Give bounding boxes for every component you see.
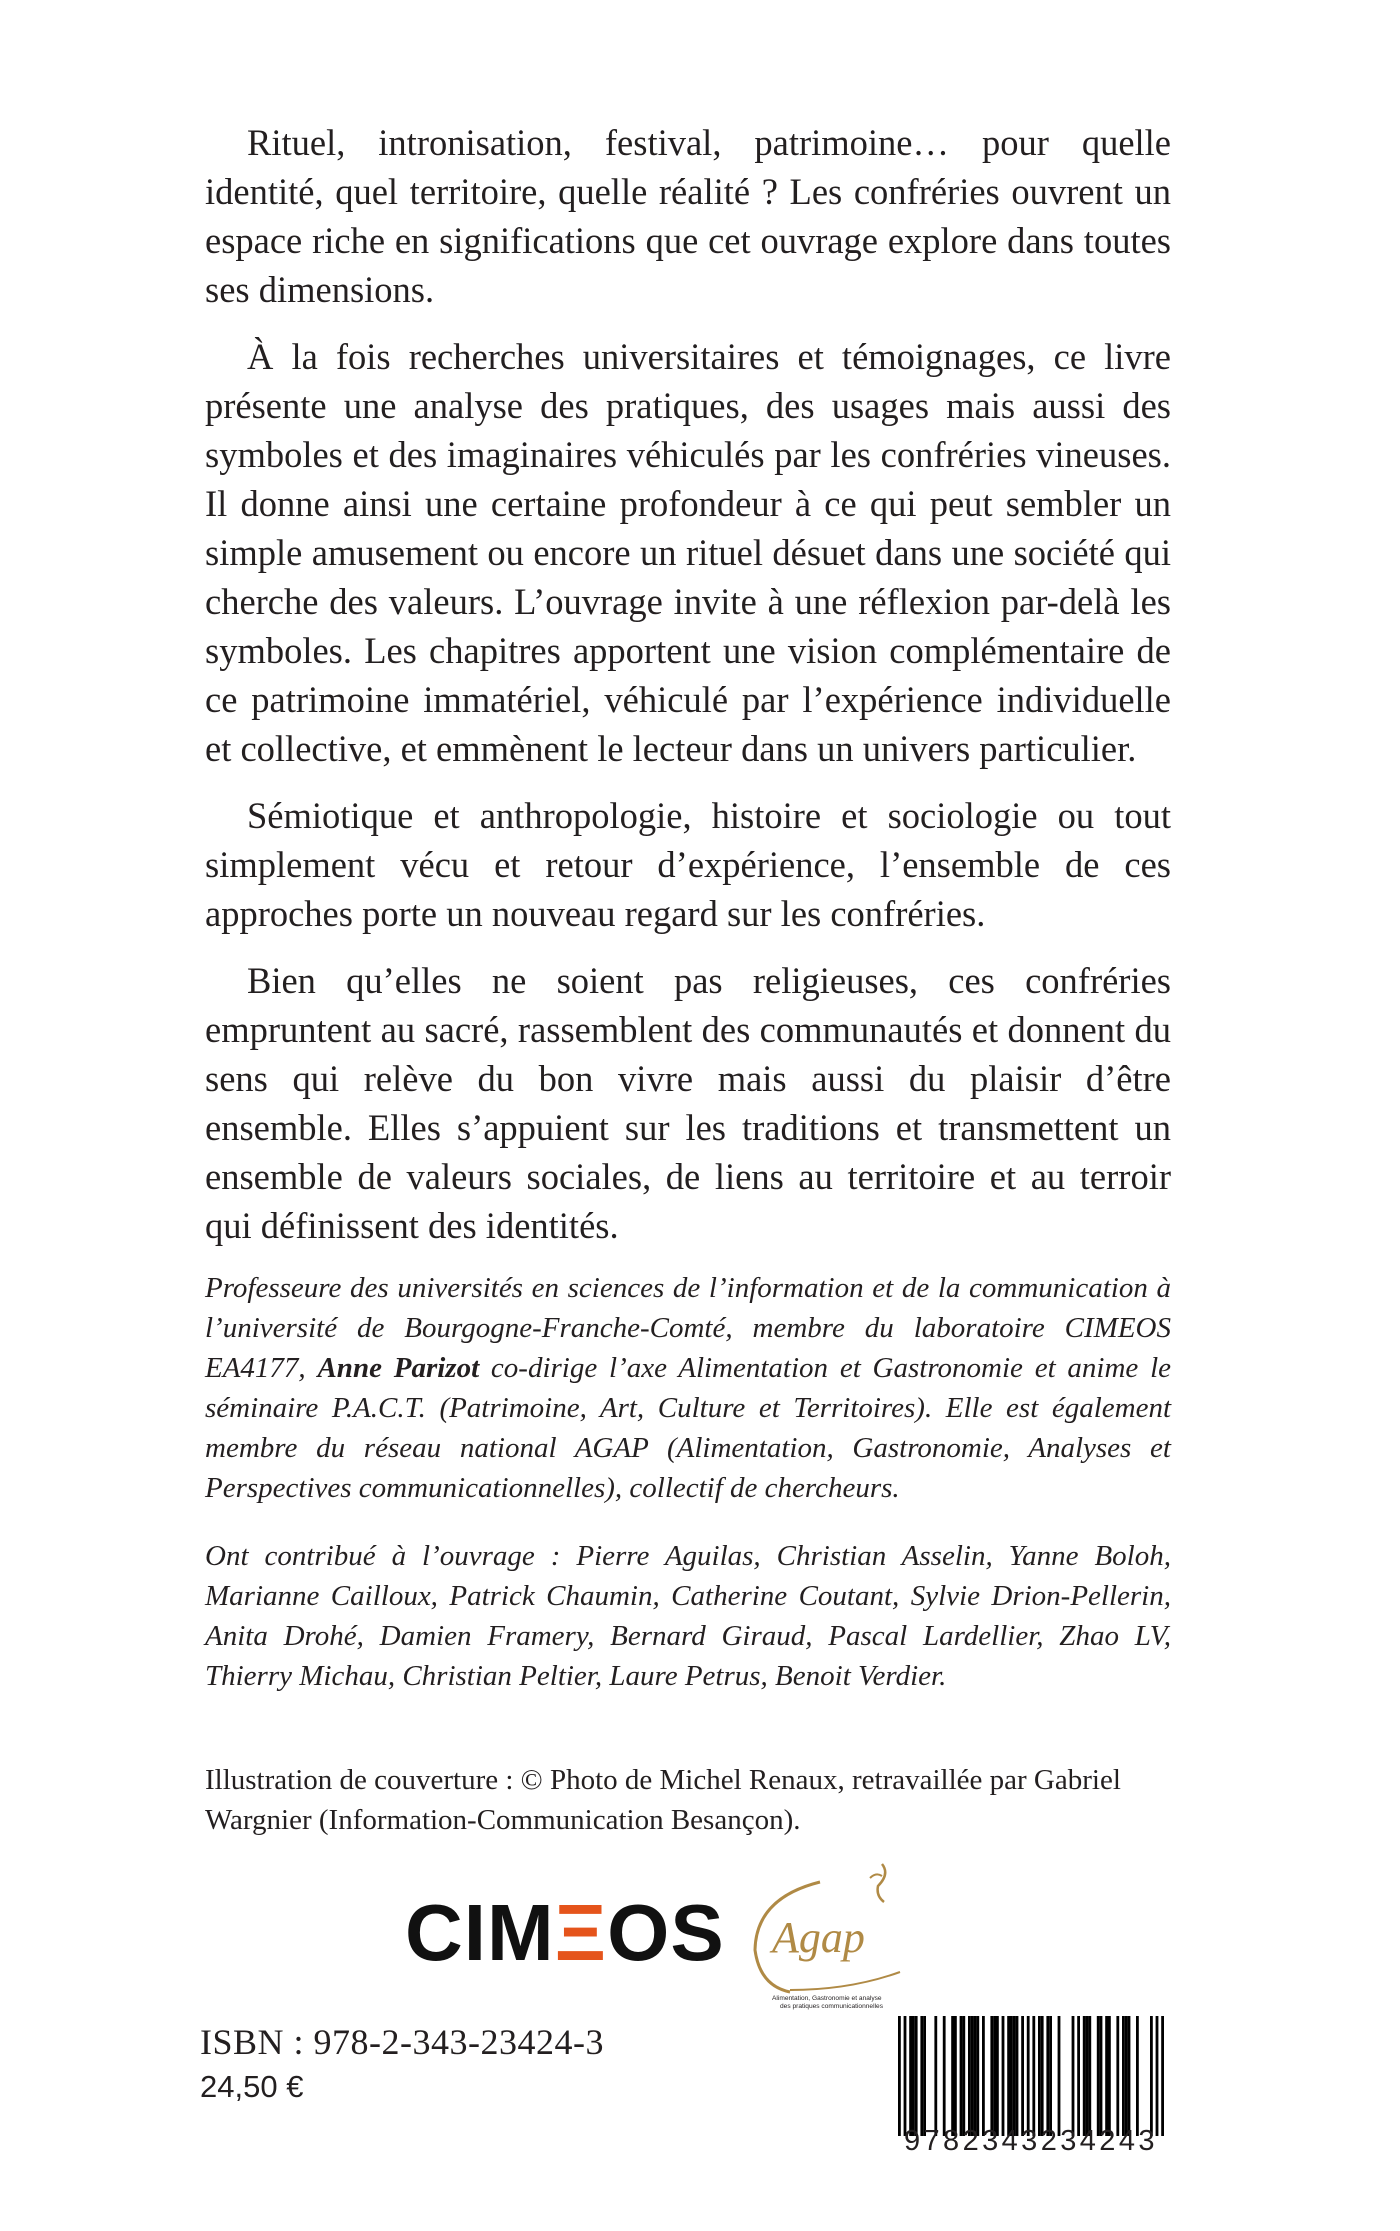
barcode-bar (974, 2016, 977, 2136)
barcode-bar (1150, 2016, 1153, 2136)
barcode-bar (1049, 2016, 1052, 2136)
barcode-bar (960, 2016, 963, 2136)
barcode-bar (1077, 2016, 1080, 2136)
blurb (205, 118, 1171, 1268)
barcode-bar (1116, 2016, 1119, 2136)
agap-logo-tagline: des pratiques communicationnelles (780, 2003, 883, 2010)
barcode-bar (1046, 2016, 1049, 2136)
barcode-bar (954, 2016, 957, 2136)
barcode-bar (1100, 2016, 1103, 2136)
barcode-bar (1122, 2016, 1125, 2136)
barcode-bar (923, 2016, 926, 2136)
barcode-bar (1058, 2016, 1061, 2136)
barcode-bar (898, 2016, 901, 2136)
cover-credit-text: Illustration de couverture : © Photo de Michel Renaux, retravaillée par Gabriel Wargnier (Information-Communication Besançon). (205, 1764, 1121, 1836)
barcode-bar (1032, 2016, 1035, 2136)
barcode-bar (1108, 2016, 1111, 2136)
agap-logo (750, 1862, 910, 2012)
barcode-bar (1072, 2016, 1075, 2136)
cimeos-logo-e-mark: Ξ (554, 1888, 608, 1977)
blurb-paragraph: Bien qu’elles ne soient pas religieuses, ces confréries empruntent au sacré, rassemblent des communautés et donnent du sens qui relève du bon vivre mais aussi du plaisir d’être ensemble. Elles s’appuient sur les traditions et transmettent un ensemble de valeurs sociales, de liens au territoire et au terroir qui définissent des identités. (205, 960, 1171, 1246)
author-name: Anne Parizot (317, 1352, 480, 1384)
author-bio-text (205, 1268, 1171, 1508)
barcode-bar (971, 2016, 974, 2136)
contributors-text: Ont contribué à l’ouvrage : Pierre Aguilas, Christian Asselin, Yanne Boloh, Marianne Cailloux, Patrick Chaumin, Catherine Coutant, Sylvie Drion-Pellerin, Anita Drohé, Damien Framery, Bernard Giraud, Pascal Lardellier, Zhao LV, Thierry Michau, Christian Peltier, Laure Petrus, Benoit Verdier. (205, 1540, 1171, 1692)
barcode-bar (1007, 2016, 1010, 2136)
barcode-bar (1105, 2016, 1108, 2136)
barcode-bar (1136, 2016, 1139, 2136)
cimeos-logo-start: CIM (405, 1888, 555, 1977)
barcode-bar (1161, 2016, 1164, 2136)
blurb-paragraph: À la fois recherches universitaires et témoignages, ce livre présente une analyse des pratiques, des usages mais aussi des symboles et des imaginaires véhiculés par les confréries vineuses. Il donne ainsi une certaine profondeur à ce qui peut sembler un simple amusement ou encore un rituel désuet dans une société qui cherche des valeurs. L’ouvrage invite à une réflexion par-delà les symboles. Les chapitres apportent une vision complémentaire de ce patrimoine immatériel, véhiculé par l’expérience individuelle et collective, et emmènent le lecteur dans un univers particulier. (205, 336, 1171, 769)
barcode-bar (968, 2016, 971, 2136)
barcode-bar (915, 2016, 918, 2136)
price: 24,50 € (200, 2069, 304, 2104)
barcode-bar (982, 2016, 985, 2136)
barcode-bar (990, 2016, 993, 2136)
barcode-bar (1083, 2016, 1086, 2136)
barcode-bar (976, 2016, 979, 2136)
author-bio (205, 1268, 1171, 1508)
barcode (898, 2016, 1172, 2136)
cimeos-logo-end: OS (607, 1888, 725, 1977)
barcode-bar (1016, 2016, 1019, 2136)
barcode-bar (904, 2016, 907, 2136)
cover-credit (205, 1760, 1171, 1840)
barcode-bar (1027, 2016, 1030, 2136)
barcode-bar (1002, 2016, 1005, 2136)
barcode-bar (1156, 2016, 1159, 2136)
barcode-bar (1086, 2016, 1089, 2136)
barcode-bar (909, 2016, 912, 2136)
barcode-bar (1097, 2016, 1100, 2136)
barcode-bar (951, 2016, 954, 2136)
barcode-bar (1010, 2016, 1013, 2136)
barcode-bar (1125, 2016, 1128, 2136)
barcode-bar (912, 2016, 915, 2136)
barcode-bar (1041, 2016, 1044, 2136)
barcode-bar (920, 2016, 923, 2136)
barcode-bar (962, 2016, 965, 2136)
barcode-digits: 9782343234243 (904, 2125, 1158, 2157)
barcode-bars (898, 2016, 1172, 2136)
agap-logo-tagline: Alimentation, Gastronomie et analyse (772, 1995, 882, 2002)
barcode-bar (996, 2016, 999, 2136)
barcode-bar (943, 2016, 946, 2136)
blurb-paragraph: Rituel, intronisation, festival, patrimoine… pour quelle identité, quel territoire, quelle réalité ? Les confréries ouvrent un espace riche en significations que cet ouvrage explore dans toutes ses dimensions. (205, 122, 1171, 310)
barcode-bar (934, 2016, 937, 2136)
contributors (205, 1536, 1171, 1696)
agap-logo-name: Agap (772, 1913, 865, 1962)
isbn: ISBN : 978-2-343-23424-3 (200, 2022, 604, 2062)
barcode-bar (1038, 2016, 1041, 2136)
agap-logo-graphic (750, 1862, 910, 2012)
barcode-bar (1021, 2016, 1024, 2136)
bio-rest: co-dirige l’axe Alimentation et Gastronomie et anime le séminaire P.A.C.T. (Patrimoine, Art, Culture et Territoires). Elle est également membre du réseau national AGAP (Alimentation, Gastronomie, Analyses et Perspectives communicationnelles), collectif de chercheurs. (205, 1352, 1172, 1504)
barcode-bar (1013, 2016, 1016, 2136)
barcode-bar (993, 2016, 996, 2136)
cimeos-logo (405, 1888, 725, 1977)
barcode-bar (1088, 2016, 1091, 2136)
barcode-bar (1128, 2016, 1131, 2136)
bio-intro: Professeure des universités en sciences de l’information et de la communication à l’université de Bourgogne-Franche-Comté, membre du laboratoire CIMEOS EA4177, (205, 1272, 1171, 1384)
blurb-paragraph: Sémiotique et anthropologie, histoire et sociologie ou tout simplement vécu et retour d’expérience, l’ensemble de ces approches porte un nouveau regard sur les confréries. (205, 795, 1171, 934)
